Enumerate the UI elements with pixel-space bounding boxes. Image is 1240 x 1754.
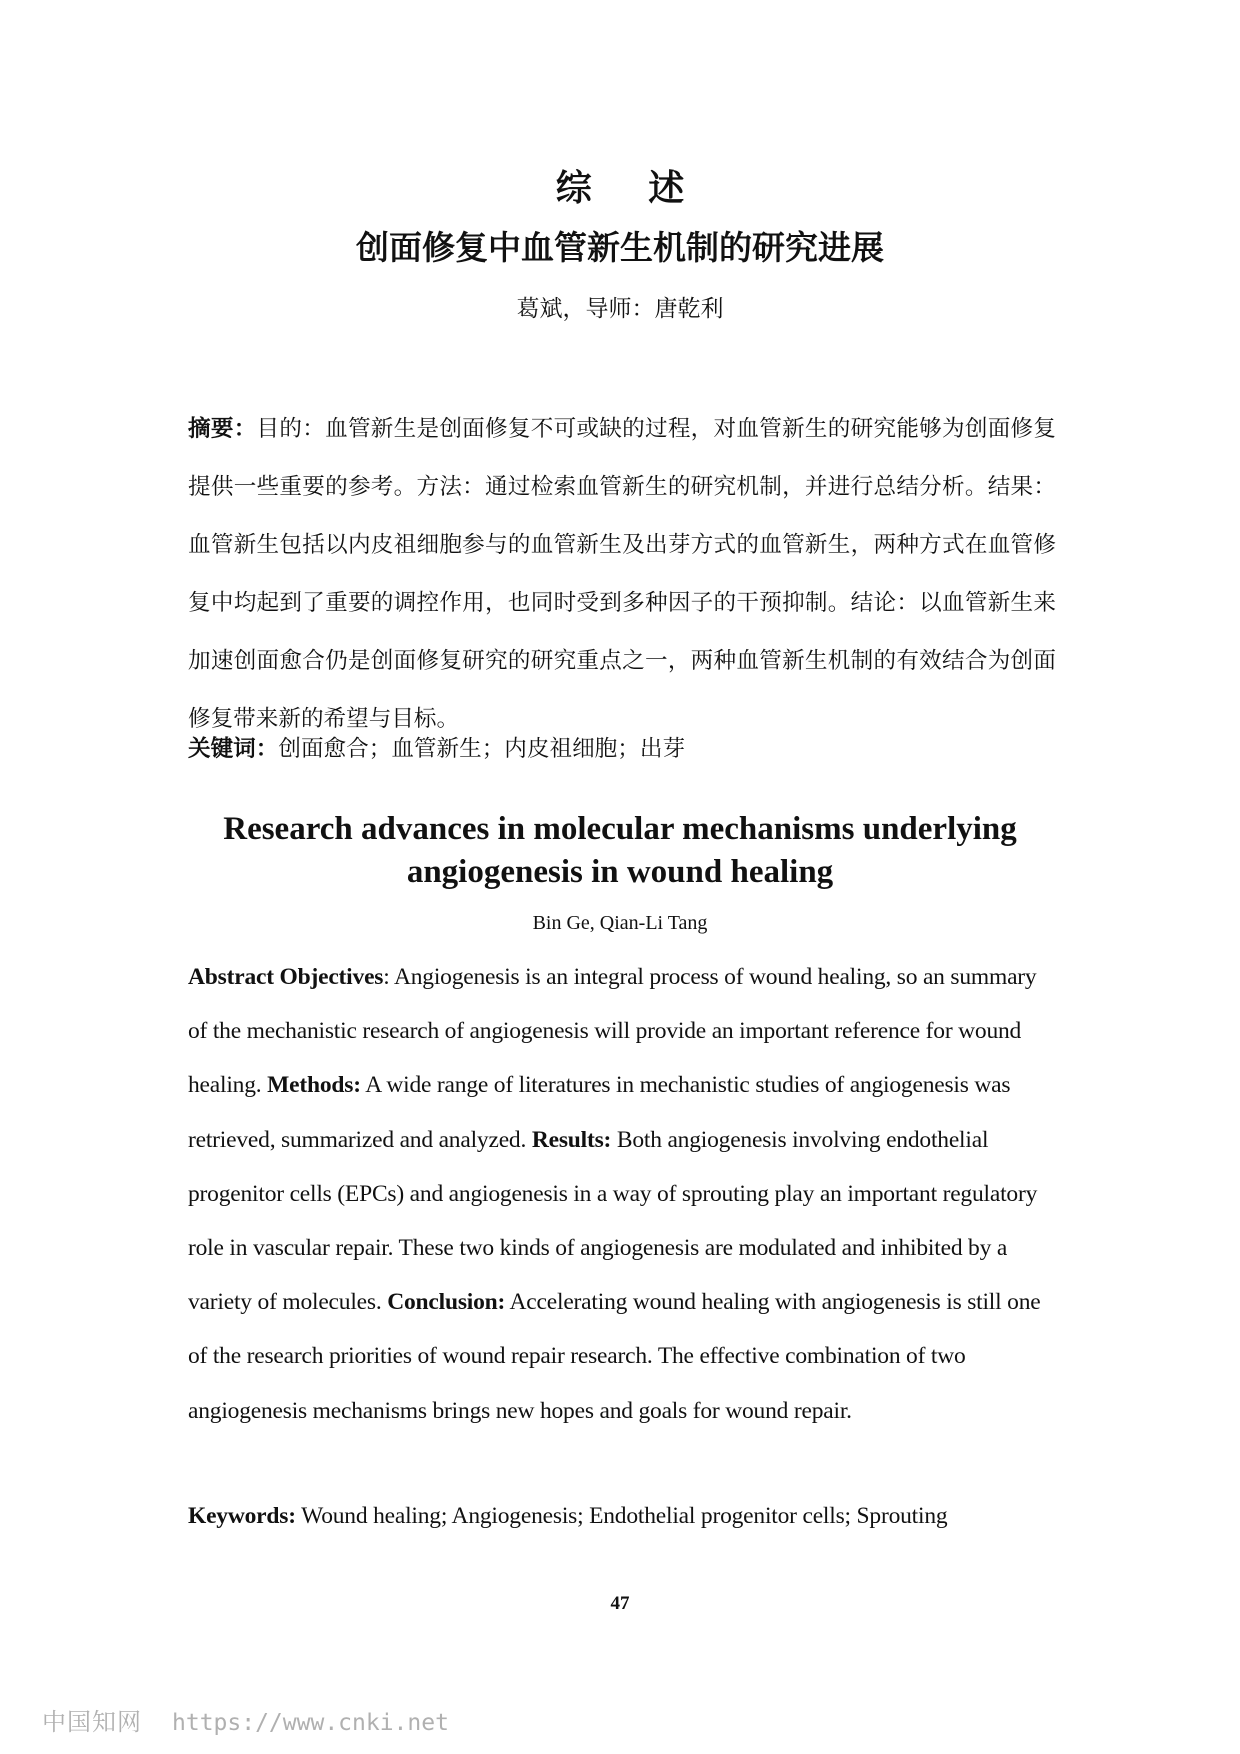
chinese-authors: 葛斌，导师：唐乾利 xyxy=(516,296,724,322)
conclusion-label: Conclusion: xyxy=(387,1289,506,1316)
cnki-watermark xyxy=(42,1702,449,1737)
english-abstract xyxy=(188,950,1058,1438)
section-heading: 综 述 xyxy=(555,168,707,209)
results-label: Results: xyxy=(531,1126,612,1153)
page-number: 47 xyxy=(610,1593,630,1614)
english-keywords-label: Keywords: xyxy=(188,1503,296,1529)
english-title xyxy=(0,808,1240,894)
methods-label: Methods: xyxy=(267,1072,361,1099)
english-keywords-text: Wound healing; Angiogenesis; Endothelial progenitor cells; Sprouting xyxy=(295,1503,948,1529)
chinese-title: 创面修复中血管新生机制的研究进展 xyxy=(356,228,884,267)
conclusion-text: Accelerating wound healing with angiogenesis is still one of the research priorities of wound repair research. The effective combination of two angiogenesis mechanisms brings new hopes and goals for wound repair. xyxy=(188,1289,1041,1424)
chinese-keywords-label: 关键词： xyxy=(188,736,279,762)
results-text: Both angiogenesis involving endothelial progenitor cells (EPCs) and angiogenesis in a way of sprouting play an important regulatory role in vascular repair. These two kinds of angiogenesis are modulated and inhibited by a variety of molecules. xyxy=(188,1126,1038,1316)
chinese-abstract-text: 目的：血管新生是创面修复不可或缺的过程，对血管新生的研究能够为创面修复提供一些重要的参考。方法：通过检索血管新生的研究机制，并进行总结分析。结果：血管新生包括以内皮祖细胞参与的血管新生及出芽方式的血管新生，两种方式在血管修复中均起到了重要的调控作用，也同时受到多种因子的干预抑制。结论：以血管新生来加速创面愈合仍是创面修复研究的研究重点之一，两种血管新生机制的有效结合为创面修复带来新的希望与目标。 xyxy=(188,416,1056,732)
english-authors: Bin Ge, Qian-Li Tang xyxy=(532,912,708,934)
watermark-url: https://www.cnki.net xyxy=(172,1710,449,1736)
english-title-line-1: Research advances in molecular mechanisms underlying xyxy=(223,811,1017,847)
objectives-label: Abstract Objectives xyxy=(188,964,384,990)
watermark-cnki-name: 中国知网 xyxy=(42,1708,142,1736)
english-title-line-2: angiogenesis in wound healing xyxy=(406,854,834,890)
english-keywords xyxy=(188,1489,1068,1543)
chinese-keywords xyxy=(188,720,1056,778)
objectives-text: : Angiogenesis is an integral process of wound healing, so an summary of the mechanistic research of angiogenesis will provide an important reference for wound healing. xyxy=(188,964,1037,1099)
chinese-abstract-label: 摘要： xyxy=(188,416,257,442)
chinese-keywords-text: 创面愈合；血管新生；内皮祖细胞；出芽 xyxy=(278,736,686,762)
methods-text: A wide range of literatures in mechanistic studies of angiogenesis was retrieved, summarized and analyzed. xyxy=(188,1072,1011,1153)
chinese-abstract xyxy=(188,400,1056,748)
